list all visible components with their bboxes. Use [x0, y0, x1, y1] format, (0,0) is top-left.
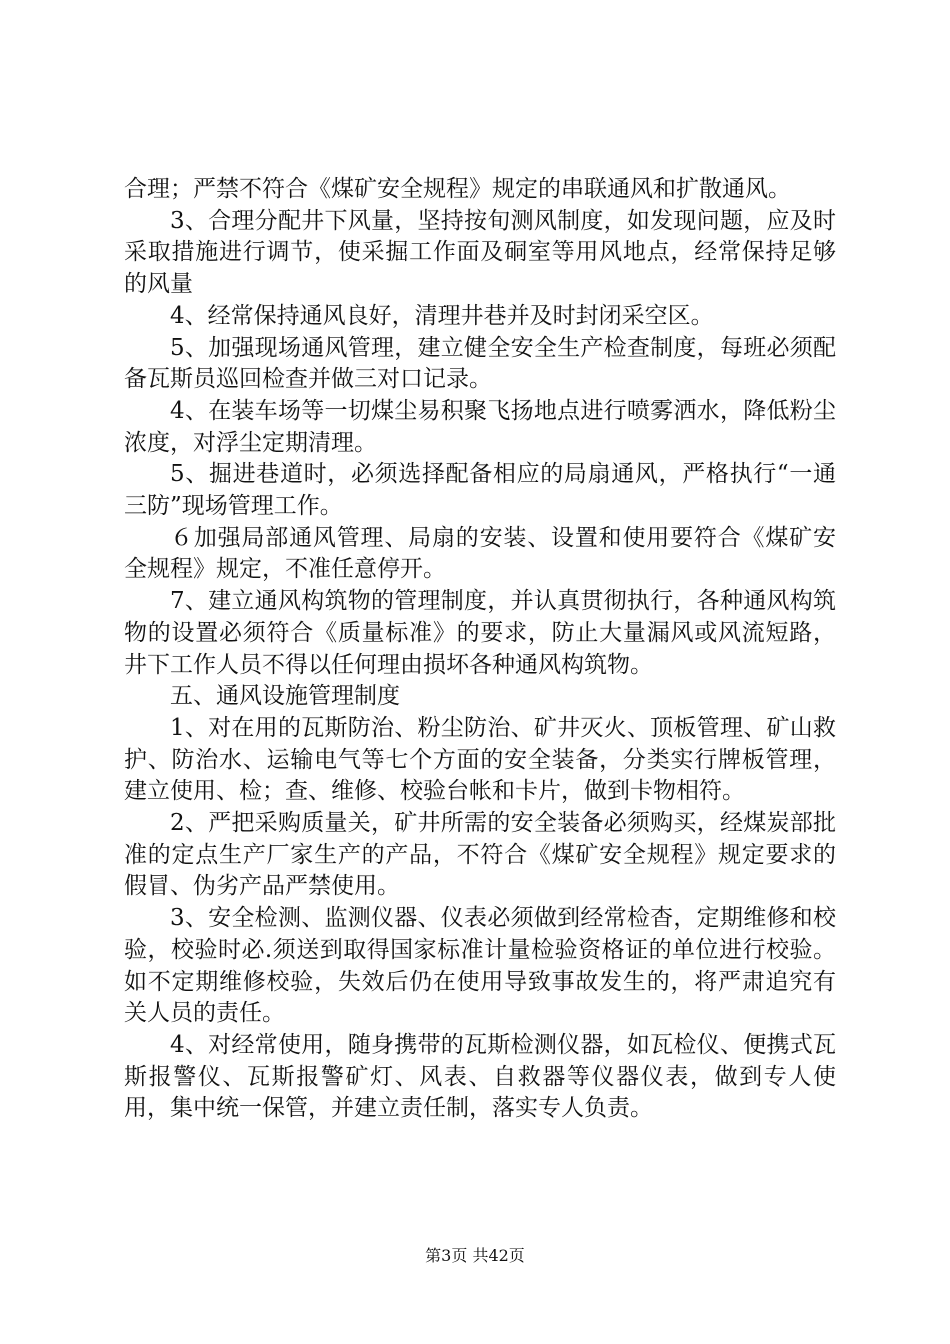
paragraph: 4、对经常使用，随身携带的瓦斯检测仪器，如瓦检仪、便携式瓦斯报警仪、瓦斯报警矿灯、风表、自救器等仪器仪表，做到专人使用，集中统一保管，并建立责任制，落实专人负责。 [124, 1031, 836, 1122]
paragraph: 5、掘进巷道时，必须选择配备相应的局扇通风，严格执行“一通三防”现场管理工作。 [124, 461, 836, 520]
paragraph: 合理；严禁不符合《煤矿安全规程》规定的串联通风和扩散通风。 [124, 176, 791, 202]
paragraph: 3、安全检测、监测仪器、仪表必须做到经常检杳，定期维修和校验，校验时必.须送到取得国家标准计量检验资格证的单位进行校验。如不定期维修校验，失效后仍在使用导致事故发生的，将严肃追究有关人员的责任。 [124, 905, 836, 1027]
paragraph: 7、建立通风构筑物的管理制度，并认真贯彻执行，各种通风构筑物的设置必须符合《质量标准》的要求，防止大量漏风或风流短路，井下工作人员不得以任何理由损坏各种通风构筑物。 [124, 588, 836, 678]
paragraph: 5、加强现场通风管理，建立健全安全生产检查制度，每班必须配备瓦斯员巡回检查并做三对口记录。 [124, 334, 836, 393]
paragraph: 3、合理分配井下风量，坚持按旬测风制度，如发现问题，应及时采取措施进行调节，使采掘工作面及硐室等用风地点，经常保持足够的风量 [124, 207, 836, 298]
paragraph: 4、经常保持通风良好，清理井巷并及时封闭采空区。 [170, 302, 714, 329]
paragraph: 1、对在用的瓦斯防治、粉尘防治、矿井灭火、顶板管理、矿山救护、防治水、运输电气等七个方面的安全装备，分类实行牌板管理，建立使用、检；查、维修、校验台帐和卡片，做到卡物相符。 [124, 714, 836, 805]
document-body [124, 174, 836, 1125]
paragraph: 五、通风设施管理制度 [170, 683, 400, 710]
paragraph: 2、严把采购质量关，矿井所需的安全装备必须购买，经煤炭部批准的定点生产厂家生产的产品，不符合《煤矿安全规程》规定要求的假冒、伪劣产品严禁使用。 [124, 810, 836, 900]
paragraph: 4、在装车场等一切煤尘易积聚飞扬地点进行喷雾洒水，降低粉尘浓度，对浮尘定期清理。 [124, 397, 836, 456]
paragraph: ６加强局部通风管理、局扇的安装、设置和使用要符合《煤矿安全规程》规定，不准任意停开。 [124, 524, 836, 583]
page-footer: 第3页 共42页 [425, 1246, 525, 1265]
